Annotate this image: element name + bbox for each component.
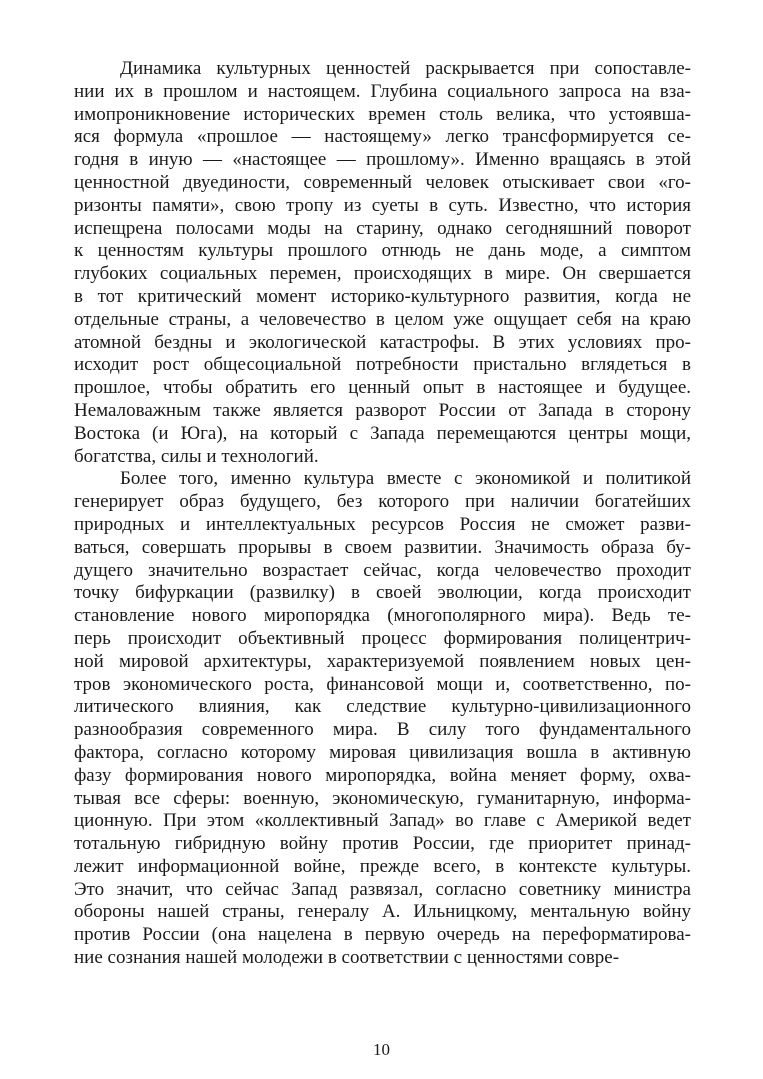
text-line: против России (она нацелена в первую очередь на переформатирова- xyxy=(74,924,691,946)
text-line: исходит рост общесоциальной потребности пристально вглядеться в xyxy=(74,354,691,376)
text-line: фактора, согласно которому мировая цивилизация вошла в активную xyxy=(74,741,691,763)
text-line: нии их в прошлом и настоящем. Глубина социального запроса на вза- xyxy=(74,80,691,102)
text-line: тывая все сферы: военную, экономическую, гуманитарную, информа- xyxy=(74,787,691,809)
text-line: точку бифуркации (развилку) в своей эволюции, когда происходит xyxy=(74,582,691,604)
text-line: тотальную гибридную войну против России, где приоритет принад- xyxy=(74,833,691,855)
paragraph xyxy=(74,468,691,970)
text-line: глубоких социальных перемен, происходящих в мире. Он свершается xyxy=(74,263,691,285)
text-line: ние сознания нашей молодежи в соответствии с ценностями совре- xyxy=(74,947,620,969)
text-line: перь происходит объективный процесс формирования полицентрич- xyxy=(74,627,691,649)
text-line: ционную. При этом «коллективный Запад» во главе с Америкой ведет xyxy=(74,810,691,832)
text-line: разнообразия современного мира. В силу того фундаментального xyxy=(74,719,691,741)
text-line: имопроникновение исторических времен столь велика, что устоявша- xyxy=(74,103,691,125)
text-line: яся формула «прошлое — настоящему» легко трансформируется се- xyxy=(74,126,691,148)
text-line: богатства, силы и технологий. xyxy=(74,445,319,467)
text-line: ризонты памяти», свою тропу из суеты в суть. Известно, что история xyxy=(74,194,691,216)
text-line: становление нового миропорядка (многополярного мира). Ведь те- xyxy=(74,605,691,627)
text-line: годня в иную — «настоящее — прошлому». Именно вращаясь в этой xyxy=(74,149,691,171)
text-line: природных и интеллектуальных ресурсов Россия не сможет разви- xyxy=(74,513,691,535)
body-text xyxy=(74,58,691,970)
text-line: ной мировой архитектуры, характеризуемой появлением новых цен- xyxy=(74,650,691,672)
text-line: Востока (и Юга), на который с Запада перемещаются центры мощи, xyxy=(74,422,691,444)
text-line: литического влияния, как следствие культурно-цивилизационного xyxy=(74,696,691,718)
text-line: Это значит, что сейчас Запад развязал, согласно советнику министра xyxy=(74,878,691,900)
text-line: дущего значительно возрастает сейчас, когда человечество проходит xyxy=(74,559,691,581)
text-line: Динамика культурных ценностей раскрывается при сопоставле- xyxy=(120,58,691,79)
text-line: фазу формирования нового миропорядка, война меняет форму, охва- xyxy=(74,764,691,786)
text-line: обороны нашей страны, генералу А. Ильницкому, ментальную войну xyxy=(74,901,691,923)
text-line: к ценностям культуры прошлого отнюдь не дань моде, а симптом xyxy=(74,240,691,262)
text-line: лежит информационной войне, прежде всего, в контексте культуры. xyxy=(74,855,691,877)
text-line: Немаловажным также является разворот России от Запада в сторону xyxy=(74,399,691,421)
text-line: отдельные страны, а человечество в целом уже ощущает себя на краю xyxy=(74,308,691,330)
text-line: испещрена полосами моды на старину, однако сегодняшний поворот xyxy=(74,217,691,239)
text-line: атомной бездны и экологической катастрофы. В этих условиях про- xyxy=(74,331,691,353)
text-line: ваться, совершать прорывы в своем развитии. Значимость образа бу- xyxy=(74,536,691,558)
text-line: в тот критический момент историко-культурного развития, когда не xyxy=(74,285,691,307)
text-line: ценностной двуединости, современный человек отыскивает свои «го- xyxy=(74,171,691,193)
paragraph xyxy=(74,58,691,468)
text-line: прошлое, чтобы обратить его ценный опыт в настоящее и будущее. xyxy=(74,377,691,399)
page-number: 10 xyxy=(373,1040,390,1059)
text-line: Более того, именно культура вместе с экономикой и политикой xyxy=(120,468,691,490)
text-line: генерирует образ будущего, без которого при наличии богатейших xyxy=(74,491,691,513)
text-line: тров экономического роста, финансовой мощи и, соответственно, по- xyxy=(74,673,691,695)
